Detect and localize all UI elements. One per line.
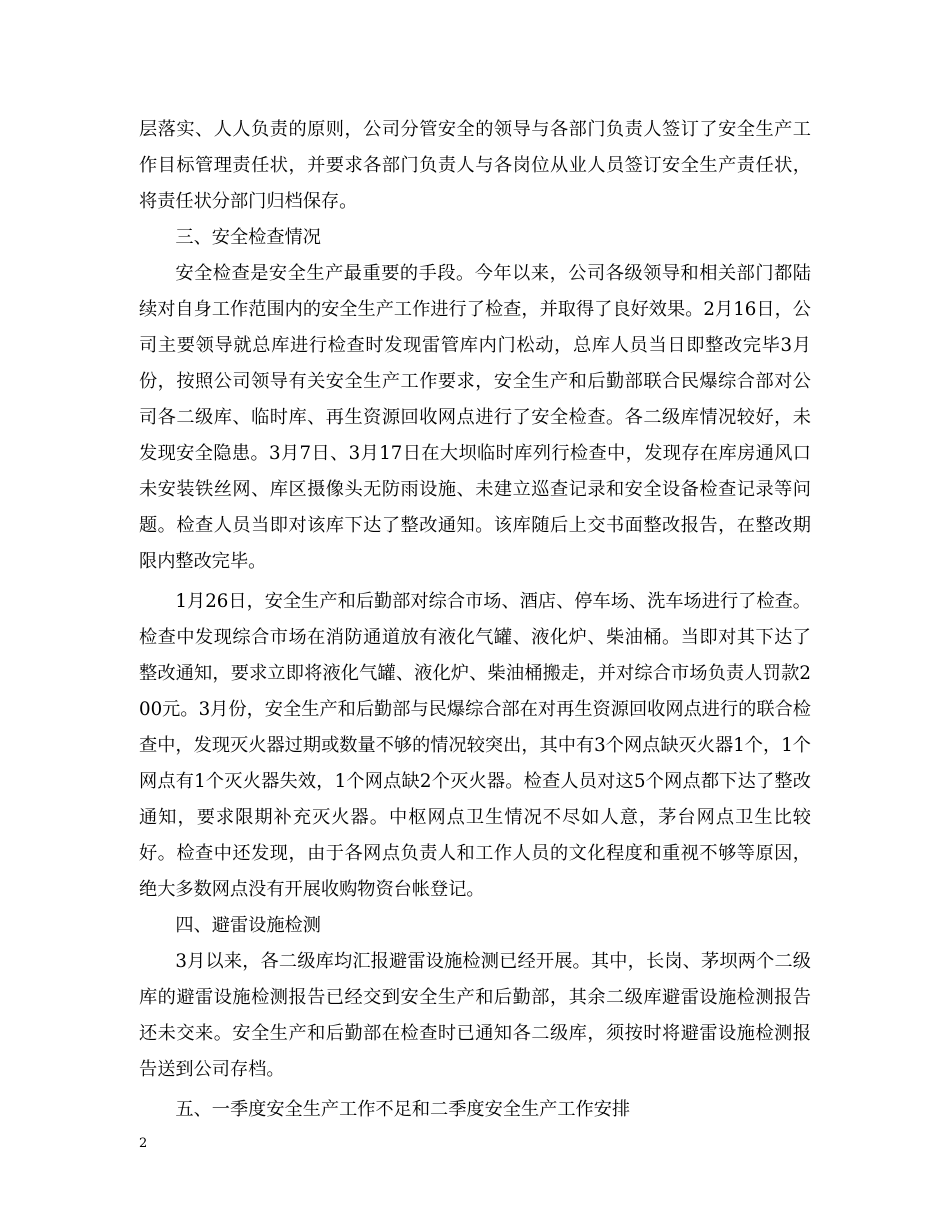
paragraph-inspection-overview: 安全检查是安全生产最重要的手段。今年以来，公司各级领导和相关部门都陆续对自身工作范围内的安全生产工作进行了检查，并取得了良好效果。2月16日，公司主要领导就总库进行检查时发现雷管库内门松动，总库人员当日即整改完毕3月份，按照公司领导有关安全生产工作要求，安全生产和后勤部联合民爆综合部对公司各二级库、临时库、再生资源回收网点进行了安全检查。各二级库情况较好，未发现安全隐患。3月7日、3月17日在大坝临时库列行检查中，发现存在库房通风口未安装铁丝网、库区摄像头无防雨设施、未建立巡查记录和安全设备检查记录等问题。检查人员当即对该库下达了整改通知。该库随后上交书面整改报告，在整改期限内整改完毕。 [139,263,811,572]
page-number: 2 [139,1136,148,1151]
document-body [139,112,811,1128]
section-heading-shortcomings-and-plans: 五、一季度安全生产工作不足和二季度安全生产工作安排 [175,1099,631,1120]
paragraph-lightning-testing: 3月以来，各二级库均汇报避雷设施检测已经开展。其中，长岗、茅坝两个二级库的避雷设施检测报告已经交到安全生产和后勤部，其余二级库避雷设施检测报告还未交来。安全生产和后勤部在检查时已通知各二级库，须按时将避雷设施检测报告送到公司存档。 [139,951,811,1080]
section-heading-safety-inspection: 三、安全检查情况 [175,227,321,248]
paragraph-continuation: 层落实、人人负责的原则，公司分管安全的领导与各部门负责人签订了安全生产工作目标管理责任状，并要求各部门负责人与各岗位从业人员签订安全生产责任状，将责任状分部门归档保存。 [139,119,811,212]
section-heading-lightning-protection: 四、避雷设施检测 [175,915,321,936]
paragraph-market-inspection: 1月26日，安全生产和后勤部对综合市场、酒店、停车场、洗车场进行了检查。检查中发现综合市场在消防通道放有液化气罐、液化炉、柴油桶。当即对其下达了整改通知，要求立即将液化气罐、液化炉、柴油桶搬走，并对综合市场负责人罚款200元。3月份，安全生产和后勤部与民爆综合部在对再生资源回收网点进行的联合检查中，发现灭火器过期或数量不够的情况较突出，其中有3个网点缺灭火器1个，1个网点有1个灭火器失效，1个网点缺2个灭火器。检查人员对这5个网点都下达了整改通知，要求限期补充灭火器。中枢网点卫生情况不尽如人意，茅台网点卫生比较好。检查中还发现，由于各网点负责人和工作人员的文化程度和重视不够等原因，绝大多数网点没有开展收购物资台帐登记。 [139,591,811,900]
